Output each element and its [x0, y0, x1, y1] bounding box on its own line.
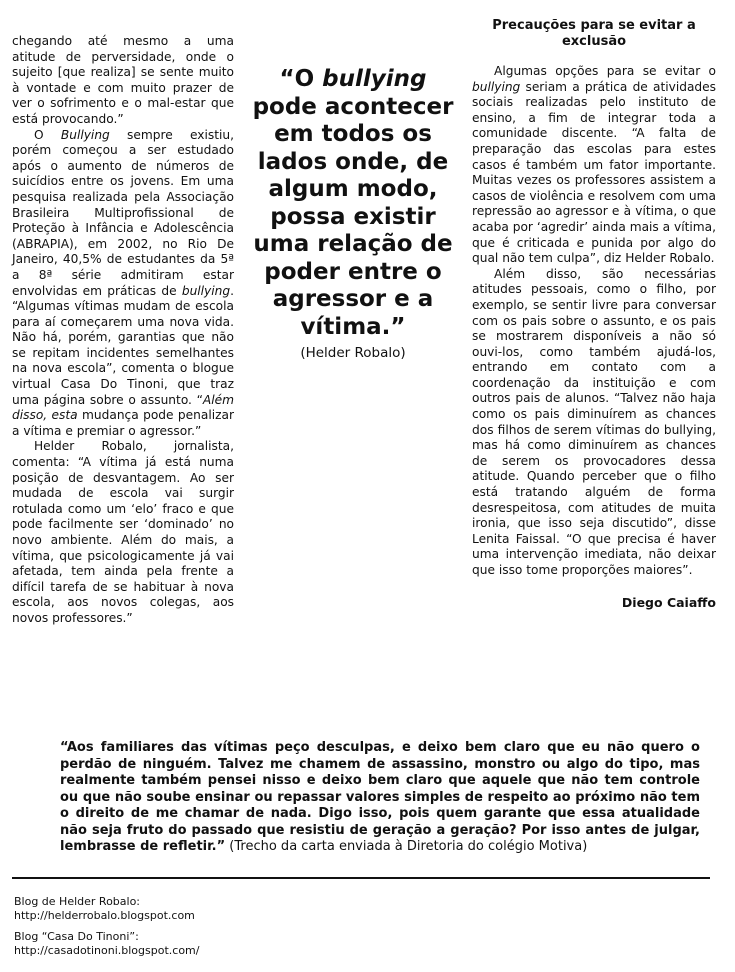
left-p2-text-a: O [34, 127, 61, 142]
blog1-url[interactable]: http://helderrobalo.blogspot.com [14, 909, 195, 922]
left-p2-text-b: sempre existiu, porém começou a ser estudado após o aumento de números de suicídios entre os jovens. Em uma pesquisa realizada pela Associação Brasileira Multiprofissional de Proteção à Infância e Adolescência (ABRAPIA), em 2002, no Rio De Janeiro, 40,5% de estudantes da 5ª a 8ª série admitiram estar envolvidas em práticas de [12, 127, 234, 298]
left-p2-emphasis-2: bullying [181, 283, 231, 298]
blog2-label: Blog “Casa Do Tinoni”: [14, 930, 139, 943]
left-p2-emphasis-1: Bullying [60, 127, 110, 142]
pull-quote [248, 66, 458, 361]
section-heading: Precauções para se evitar a exclusão [492, 18, 696, 49]
blog-links [14, 895, 199, 958]
right-paragraph-1 [472, 64, 716, 267]
left-p2-text-c: . “Algumas vítimas mudam de escola para aí começarem uma nova vida. Não há, porém, garantias que não se repitam incidentes semelhantes na nova escola”, comenta o blogue virtual Casa Do Tinoni, que traz uma página sobre o assunto. “ [12, 283, 234, 407]
right-p1-emphasis: bullying [472, 79, 521, 94]
pull-quote-text-b: pode acontecer em todos os lados onde, de algum modo, possa existir uma relação de poder entre o agressor e a vítima.” [252, 93, 454, 340]
left-paragraph-2 [12, 128, 234, 440]
pull-quote-source: (Helder Robalo) [300, 345, 406, 361]
right-paragraph-2: Além disso, são necessárias atitudes pessoais, como o filho, por exemplo, se sentir livre para conversar com os pais sobre o assunto, e os pais se mostrarem disponíveis a não só ouvi-los, como também ajudá-los, entrando em contato com a coordenação da instituição e com outros pais de alunos. “Talvez não haja como os pais diminuírem as chances dos filhos de serem vítimas do bullying, mas há como diminuírem as chances de serem os provocadores dessa atitude. Quando perceber que o filho está tratando alguém de forma desrespeitosa, com atitudes de muita ironia, que isso seja discutido”, disse Lenita Faissal. “O que precisa é haver uma intervenção imediata, não deixar que isso tome proporções maiores”. [472, 266, 716, 577]
left-p2-emphasis-3: Além disso, esta [12, 392, 234, 423]
right-p1-text-b: seriam a prática de atividades sociais realizadas pelo instituto de ensino, a fim de integrar toda a comunidade discente. “A falta de preparação das escolas para estes casos é também um fator importante. Muitas vezes os professores assistem a casos de violência e resolvem com uma repressão ao agressor e à vítima, o que acaba por ‘agredir’ ainda mais a vítima, que é criticada e punida por algo do qual não tem culpa”, diz Helder Robalo. [472, 79, 716, 266]
blog1-label: Blog de Helder Robalo: [14, 895, 141, 908]
divider-line [12, 877, 710, 879]
left-column [12, 34, 234, 627]
blog2-url[interactable]: http://casadotinoni.blogspot.com/ [14, 944, 200, 957]
right-column [472, 18, 716, 610]
left-p2-text-d: mudança pode penalizar a vítima e premiar o agressor.” [12, 408, 234, 438]
left-paragraph-1: chegando até mesmo a uma atitude de perversidade, onde o sujeito [que realiza] se sente muito à vontade e com muito prazer de ver o sofrimento e o mal-estar que está provocando.” [12, 34, 234, 126]
letter-excerpt-source: (Trecho da carta enviada à Diretoria do colégio Motiva) [225, 839, 588, 854]
letter-excerpt [60, 740, 700, 856]
left-paragraph-3: Helder Robalo, jornalista, comenta: “A vítima já está numa posição de desvantagem. Ao ser mudada de escola vai surgir rotulada como um ‘elo’ fraco e que pode facilmente ser ‘dominado’ no novo ambiente. Além do mais, a vítima, que psicologicamente já vai afetada, tem ainda pela frente a difícil tarefa de se habituar à nova escola, aos novos colegas, aos novos professores.” [12, 439, 234, 625]
right-p1-text-a: Algumas opções para se evitar o [494, 64, 716, 78]
letter-excerpt-text: “Aos familiares das vítimas peço desculpas, e deixo bem claro que eu não quero o perdão de ninguém. Talvez me chamem de assassino, monstro ou algo do tipo, mas realmente também pensei nisso e deixo bem claro que aquele que não tem controle ou que não soube ensinar ou repassar valores simples de respeito ao próximo não tem o direito de me chamar de nada. Digo isso, pois quem garante que essa atualidade não seja fruto do passado que resistiu de geração a geração? Por isso antes de julgar, lembrasse de refletir.” [60, 740, 700, 854]
pull-quote-text [248, 66, 458, 341]
pull-quote-emphasis: bullying [322, 66, 427, 92]
pull-quote-text-a: “O [279, 66, 323, 92]
author-byline: Diego Caiaffo [621, 594, 716, 610]
